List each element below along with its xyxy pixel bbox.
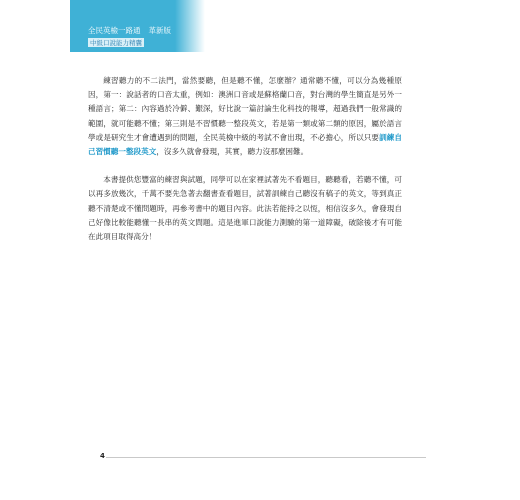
paragraph-2: 本書提供您豐富的練習與試題，同學可以在家裡試著先不看題目，聽聽看，若聽不懂，可以再多放幾次，千萬不要先急著去翻書查看題目，試著訓練自己聽沒有稿子的英文，等到真正聽不清楚或不懂問題時，再參考書中的題目內容。此法若能持之以恆，相信沒多久，會發現自己好像比較能聽懂一長串的英文問題。這是進軍口說能力測驗的第一道障礙，破除後才有可能在此項目取得高分！ <box>88 175 402 242</box>
header-band-fade <box>175 0 205 52</box>
footer-rule <box>106 457 426 458</box>
main-text <box>88 74 402 258</box>
page-number: 4 <box>100 452 105 460</box>
running-header <box>88 25 171 36</box>
highlighted-phrase: 訓練自己習慣聽一整段英文 <box>88 132 403 157</box>
book-edition: 革新版 <box>148 26 171 35</box>
book-title: 全民英檢一路通 <box>88 26 141 35</box>
section-subtitle: 中級口說能力精囊 <box>90 39 142 47</box>
paragraph-1-end: ，沒多久就會發現，其實，聽力沒那麼困難。 <box>156 147 309 157</box>
paragraph-1 <box>88 74 402 159</box>
paragraph-1-text: 練習聽力的不二法門，當然要聽，但是聽不懂，怎麼辦？通常聽不懂，可以分為幾種原因，第一：說話者的口音太重，例如：澳洲口音或是蘇格蘭口音，對台灣的學生簡直是另外一種語言；第二：內容過於冷僻、艱深，好比說一篇討論生化科技的報導，超過我們一般常識的範圍，就可能聽不懂；第三則是不習慣聽一整段英文，若是第一類或第二類的原因，屬於語言學或是研究生才會遭遇到的問題，全民英檢中級的考試不會出現，不必擔心，所以只要 <box>88 76 402 142</box>
